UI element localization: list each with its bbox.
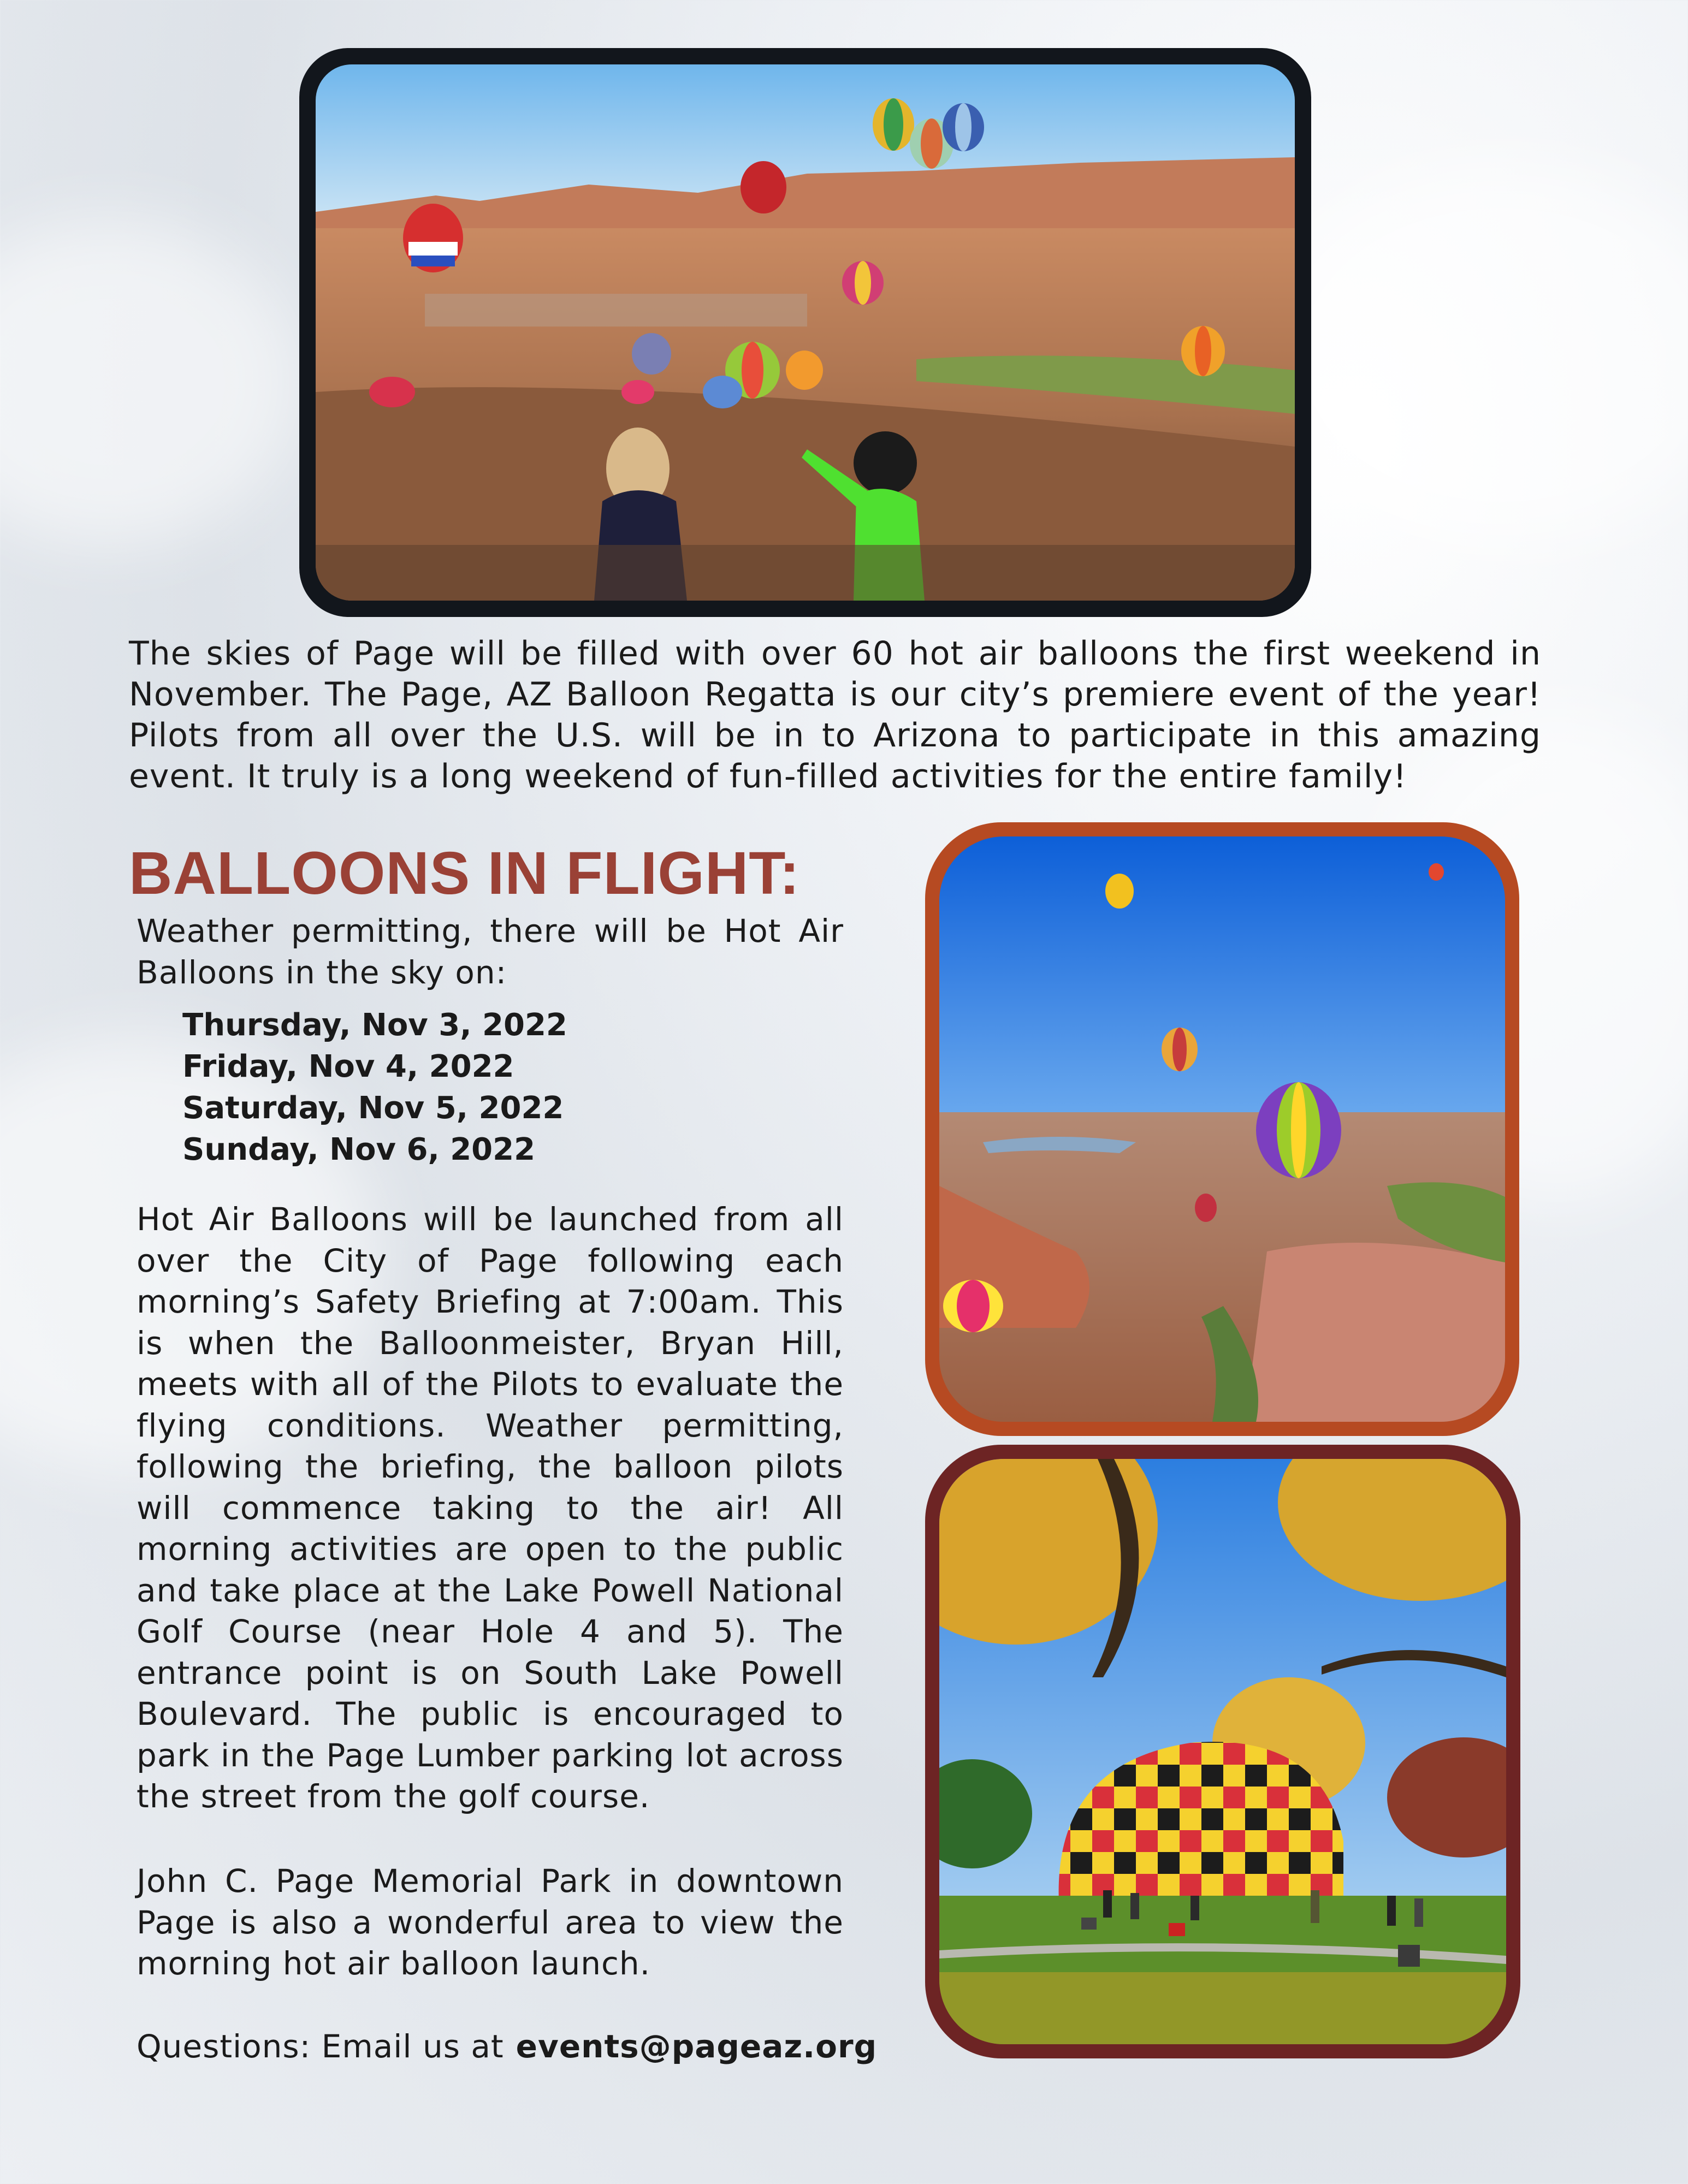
photo-aerial-balloons — [925, 822, 1519, 1436]
background-cloud — [1256, 164, 1688, 546]
desert-balloon-scene — [316, 64, 1295, 601]
flight-date: Sunday, Nov 6, 2022 — [182, 1132, 536, 1167]
photo-balloon-in-park — [925, 1445, 1520, 2058]
questions-label: Questions: Email us at — [137, 2028, 504, 2065]
flight-dates-list — [182, 1005, 567, 1171]
park-paragraph: John C. Page Memorial Park in downtown Page is also a wonderful area to view the morning hot air balloon launch. — [137, 1862, 844, 1982]
launch-paragraph: Hot Air Balloons will be launched from all over the City of Page following each morning’s Safety Briefing at 7:00am. This is when the Balloonmeister, Bryan Hill, meets with all of the Pilots to evaluate the flying conditions. Weather permitting, following the briefing, the balloon pilots will commence taking to the air! All morning activities are open to the public and take place at the Lake Powell National Golf Course (near Hole 4 and 5). The entrance point is on South Lake Powell Boulevard. The public is encouraged to park in the Page Lumber parking lot across the street from the golf course. — [137, 1201, 844, 1815]
section-heading: BALLOONS IN FLIGHT: — [129, 840, 800, 907]
flight-date: Saturday, Nov 5, 2022 — [182, 1090, 564, 1126]
intro-paragraph: The skies of Page will be filled with over 60 hot air balloons the first weekend in November. The Page, AZ Balloon Regatta is our city’s premiere event of the year! Pilots from all over the U.S. will be in to Arizona to participate in this amazing event. It truly is a long weekend of fun-filled activities for the entire family! — [129, 634, 1541, 796]
email-link[interactable]: events@pageaz.org — [516, 2028, 878, 2065]
aerial-balloon-scene — [939, 836, 1505, 1422]
weather-paragraph: Weather permitting, there will be Hot Air Balloons in the sky on: — [137, 912, 844, 991]
background-cloud — [0, 218, 300, 546]
flight-date: Friday, Nov 4, 2022 — [182, 1049, 514, 1084]
photo-image — [939, 836, 1505, 1422]
photo-children-watching-balloons — [299, 48, 1311, 617]
photo-image — [939, 1459, 1506, 2044]
park-balloon-scene — [939, 1459, 1506, 2044]
photo-image — [316, 64, 1295, 601]
flight-date: Thursday, Nov 3, 2022 — [182, 1007, 567, 1043]
questions-line — [137, 2028, 877, 2065]
